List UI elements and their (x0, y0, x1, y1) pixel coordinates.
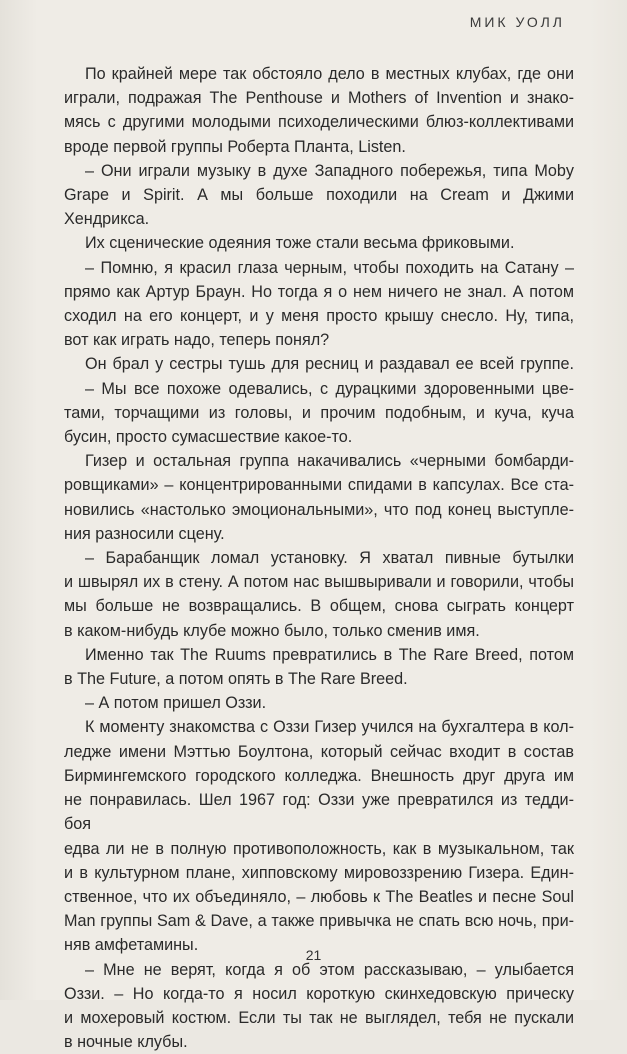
text-line: Бирмингемского городского колледжа. Внешность друг друга им (64, 766, 574, 785)
text-line: Гизер и остальная группа накачивались «черными бомбарди- (85, 452, 574, 471)
text-line: Grape и Spirit. А мы больше походили на Cream и Джими Хендрикса. (64, 186, 574, 229)
text-line: ровщиками» – концентрированными спидами в капсулах. Все ста- (64, 476, 574, 495)
text-line: играли, подражая The Penthouse и Mothers of Invention и знако- (64, 89, 574, 108)
text-line: – Они играли музыку в духе Западного побережья, типа Moby (85, 161, 574, 180)
text-line: К моменту знакомства с Оззи Гизер учился на бухгалтера в кол- (85, 718, 574, 737)
text-line: няв амфетамины. (64, 936, 199, 955)
text-line: бусин, просто сумасшествие какое-то. (64, 428, 353, 447)
text-line: – Мне не верят, когда я об этом рассказываю, – улыбается (85, 960, 574, 979)
text-line: – Барабанщик ломал установку. Я хватал пивные бутылки (85, 549, 574, 568)
text-line: вот как играть надо, теперь понял? (64, 331, 330, 350)
text-line: вроде первой группы Роберта Планта, Listen. (64, 137, 406, 156)
text-line: Он брал у сестры тушь для ресниц и раздавал ее всей группе. (85, 355, 574, 374)
text-line: ственное, что их объединяло, – любовь к The Beatles и песне Soul (64, 887, 574, 906)
text-line: в каком-нибудь клубе можно было, только сменив имя. (64, 621, 480, 640)
page-number: 21 (305, 947, 322, 963)
text-line: в The Future, а потом опять в The Rare Breed. (64, 670, 408, 689)
body-text (64, 62, 574, 1054)
text-line: тами, торчащими из головы, и прочим подобным, и куча, куча (64, 403, 574, 422)
text-line: не понравилась. Шел 1967 год: Оззи уже превратился из тедди-боя (64, 791, 574, 834)
text-line: мясь с другими молодыми психоделическими блюз-коллективами (64, 113, 574, 132)
text-line: и в культурном плане, хипповскому мировоззрению Гизера. Един- (64, 863, 574, 882)
text-line: и швырял их в стену. А потом нас вышвыривали и говорили, чтобы (64, 573, 574, 592)
text-line: в ночные клубы. (64, 1033, 188, 1052)
text-line: Именно так The Ruums превратились в The Rare Breed, потом (85, 645, 574, 664)
text-line: – А потом пришел Оззи. (85, 694, 267, 713)
text-line: прямо как Артур Браун. Но тогда я о нем ничего не знал. А потом (64, 282, 574, 301)
text-line: и мохеровый костюм. Если ты так не выглядел, тебя не пускали (64, 1008, 574, 1027)
text-line: едва ли не в полную противоположность, как в музыкальном, так (64, 839, 574, 858)
text-line: Оззи. – Но когда-то я носил короткую скинхедовскую прическу (64, 984, 574, 1003)
running-head: МИК УОЛЛ (469, 14, 565, 30)
text-line: новились «настолько эмоциональными», что под конец выступле- (64, 500, 574, 519)
text-line: – Мы все похоже одевались, с дурацкими здоровенными цве- (85, 379, 574, 398)
text-line: Man группы Sam & Dave, а также привычка не спать всю ночь, при- (64, 912, 574, 931)
text-line: ледже имени Мэттью Боултона, который сейчас входит в состав (64, 742, 574, 761)
text-line: Их сценические одеяния тоже стали весьма фриковыми. (85, 234, 515, 253)
text-line: ния разносили сцену. (64, 524, 225, 543)
text-line: По крайней мере так обстояло дело в местных клубах, где они (85, 65, 574, 83)
text-line: сходил на его концерт, и у меня просто крышу снесло. Ну, типа, (64, 307, 574, 326)
text-line: – Помню, я красил глаза черным, чтобы походить на Сатану – (85, 258, 574, 277)
text-line: мы больше не возвращались. В общем, снова сыграть концерт (64, 597, 574, 616)
